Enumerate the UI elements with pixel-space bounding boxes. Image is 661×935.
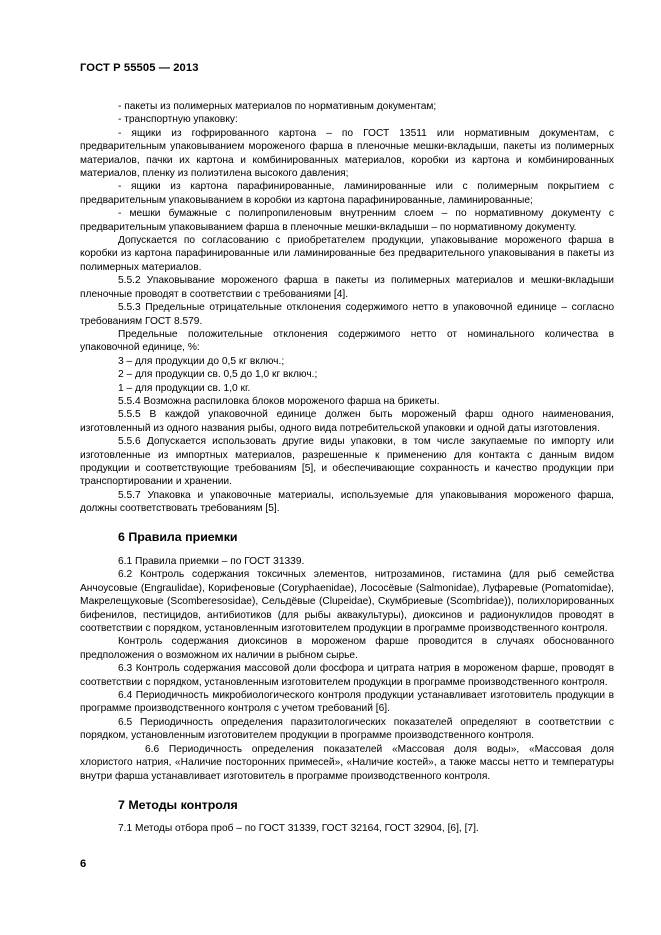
paragraph-6-5: 6.5 Периодичность определения паразитологических показателей определяют в соответствии с порядком, установленным изготовителем продукции в программе производственного контроля.: [80, 716, 614, 742]
paragraph-6-1: 6.1 Правила приемки – по ГОСТ 31339.: [118, 556, 305, 567]
section-heading-6: 6 Правила приемки: [118, 529, 238, 544]
paragraph-5-5-4: 5.5.4 Возможна распиловка блоков мороженого фарша на брикеты.: [118, 395, 440, 407]
paragraph-5-5-6: 5.5.6 Допускается использовать другие виды упаковки, в том числе закупаемые по импорту или изготовленные из импортных материалов, разрешенные к применению для контакта с данным видом продукции и соответствующие требованиям [5], и обеспечивающие сохранность и качество продукции при транспортировании и хранении.: [80, 436, 614, 488]
list-item: - ящики из картона парафинированные, ламинированные или с полимерным покрытием с предварительным упаковыванием в коробки из картона парафинированные, ламинированные;: [80, 181, 614, 206]
tolerance-item: 3 – для продукции до 0,5 кг включ.;: [118, 355, 285, 367]
paragraph-5-5-3: 5.5.3 Предельные отрицательные отклонения содержимого нетто в упаковочной единице – согласно требованиям ГОСТ 8.579.: [80, 302, 614, 327]
tolerance-item: 1 – для продукции св. 1,0 кг.: [118, 382, 251, 394]
tolerance-item: 2 – для продукции св. 0,5 до 1,0 кг включ.;: [118, 369, 318, 381]
paragraph-6-2: 6.2 Контроль содержания токсичных элементов, нитрозаминов, гистамина (для рыб семейства Анчоусовые (Engraulidae), Корифеновые (Coryphaenidae), Лососёвые (Salmonidae), Луфаревые (Pomatomidae), Макрелещуковые (Scomberesosidae), Сельдёвые (Clupeidae), Скумбриевые (Scombridae)), полихлорированных бифенилов, пестицидов, антибиотиков (для рыбы аквакультуры), диоксинов и радионуклидов проводят в соответствии с порядком, установленным изготовителем продукции в программе производственного контроля.: [80, 569, 614, 635]
paragraph: Контроль содержания диоксинов в мороженом фарше проводится в случаях обоснованного предположения о возможном их наличии в рыбном сырье.: [80, 636, 614, 661]
document-body: [80, 100, 614, 836]
paragraph-6-3: 6.3 Контроль содержания массовой доли фосфора и цитрата натрия в мороженом фарше, проводят в соответствии с порядком, установленным изготовителем продукции в программе производственного контроля.: [80, 663, 614, 688]
paragraph-6-4: 6.4 Периодичность микробиологического контроля продукции устанавливает изготовитель продукции в программе производственного контроля с учетом требований [6].: [80, 690, 614, 715]
section-heading-7: 7 Методы контроля: [118, 797, 238, 812]
paragraph: Предельные положительные отклонения содержимого нетто от номинального количества в упаковочной единице, %:: [80, 328, 614, 354]
list-item: - пакеты из полимерных материалов по нормативным документам;: [118, 101, 437, 112]
page-number: 6: [80, 858, 87, 870]
paragraph-5-5-7: 5.5.7 Упаковка и упаковочные материалы, используемые для упаковывания мороженого фарша, должны соответствовать требованиям [5].: [80, 489, 614, 515]
paragraph-7-1: 7.1 Методы отбора проб – по ГОСТ 31339, ГОСТ 32164, ГОСТ 32904, [6], [7].: [118, 823, 479, 835]
list-item: - ящики из гофрированного картона – по ГОСТ 13511 или нормативным документам, с предварительным упаковыванием мороженого фарша в пленочные мешки-вкладыши, пакеты из полимерных материалов, пачки их картона и комбинированных материалов, коробки из картона и комбинированных материалов, пленку из полиэтилена высокого давления;: [80, 127, 614, 180]
page-header: ГОСТ Р 55505 — 2013: [80, 62, 199, 74]
paragraph-5-5-5: 5.5.5 В каждой упаковочной единице должен быть мороженый фарш одного наименования, изготовленный из одного названия рыбы, одного вида потребительской упаковки и одной даты изготовления.: [80, 409, 614, 434]
list-item: - мешки бумажные с полипропиленовым внутренним слоем – по нормативному документу с предварительным упаковыванием фарша в пленочные мешки-вкладыши – по нормативному документу.: [80, 208, 614, 233]
paragraph: Допускается по согласованию с приобретателем продукции, упаковывание мороженого фарша в коробки из картона парафинированные или ламинированные без предварительного упаковывания в пакеты из полимерных материалов.: [80, 235, 614, 273]
list-item: - транспортную упаковку:: [118, 114, 238, 126]
paragraph-5-5-2: 5.5.2 Упаковывание мороженого фарша в пакеты из полимерных материалов и мешки-вкладыши пленочные проводят в соответствии с требованиями [4].: [80, 275, 614, 300]
paragraph-6-6: 6.6 Периодичность определения показателей «Массовая доля воды», «Массовая доля хлористого натрия, «Наличие посторонних примесей», «Наличие костей», а также массы нетто и температуры внутри фарша устанавливает изготовитель в программе производственного контроля.: [80, 743, 614, 782]
